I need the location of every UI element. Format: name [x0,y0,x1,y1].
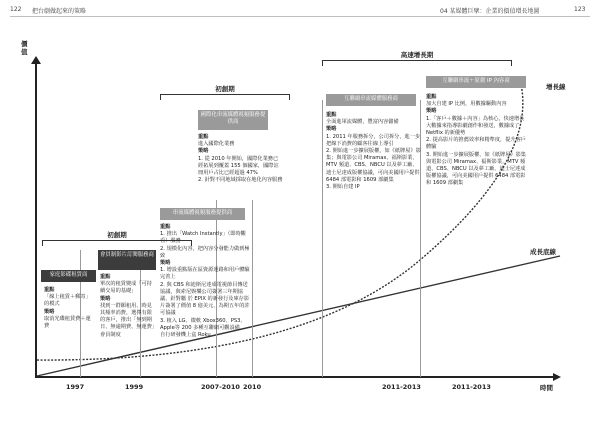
year-label: 2011-2013 [382,383,421,391]
left-running-title: 把台劇做起來的策略 [32,8,87,15]
stream-strategy-2: 2. 與 CBS 和迪斯尼達成電視節目傳送協議，與索尼娛樂公司簽署三年期協議、針對屬 於 EPIX 的新發行及庫存影片簽署了價值 8 億美元、為期五年的許可協議 [160,281,250,317]
stream-strategy-1: 1. 增設重點版在區資源運路和用戶體驗完善上 [160,267,250,281]
growth-curve-label: 增長線 [546,83,566,91]
subscription-notes [100,274,155,339]
stream-focus-2: 2. 規模化內容，把內容分發能力做到極致 [160,245,250,259]
content-box: 互聯網串流媒體服務商 [326,94,416,106]
content-strategy-2: 2. 開始進一步擴展版權，如《紙牌屋》影集；與電影公司 Miramax、福斯影業、MTV 頻道、CBS、NBCU 以及夢工廠、迪士尼達成版權協議，可向美國用戶提供 6484 部電影和 1609 部劇集 [326,148,421,183]
content-focus: 全面進軍流媒體，豐富內容儲備 [326,119,399,126]
dvd-strategy: 取消光碟租賃費＋運費 [44,315,91,330]
phase-label: 初創期 [215,85,235,93]
year-label: 1999 [125,383,144,391]
left-page-number: 122 [10,6,22,13]
ip-strategy-2: 2. 提高影片的推薦效率和精準度，提升客戶體驗 [426,137,526,151]
ip-focus: 加大自建 IP 比例，用數據驅動內容 [426,101,507,108]
content-notes [326,112,421,191]
phase-bracket [160,94,290,100]
stream-notes [160,224,250,339]
intl-focus: 進入國際化業務 [198,141,235,148]
sub-focus-heading: 重點 [100,274,111,280]
stream-focus-heading: 重點 [160,224,171,230]
ip-notes [426,94,526,188]
year-label: 2011-2013 [452,383,491,391]
y-axis-label: 價值 [21,40,28,56]
ip-strategy-heading: 策略 [426,108,437,115]
content-focus-heading: 重點 [326,112,337,118]
sub-strategy: 找到一群願租用、時見其頻率消費，選擇有限的客戶，推出「無到期日、無逾期費、無運費」會員制度 [100,302,155,338]
ip-focus-heading: 重點 [426,94,437,100]
phase-label: 初創期 [107,231,127,239]
stream-strategy-heading: 策略 [160,260,171,267]
year-label: 2010 [243,383,262,391]
stream-strategy-3: 3. 植入 LG、微軟 Xbox360、PS3、Apple等 200 多種互聯網可觀設備，自行研發機上盒 Roku [160,317,246,339]
stream-box: 串流媒體視頻服務提供商 [160,208,245,220]
intl-strategy-2: 2. 針對不同地域採取在地化內容服務 [198,177,283,184]
dvd-rental-box: 家庭影碟租賃商 [41,270,96,282]
international-notes [198,134,283,184]
subscription-box: 會員制影片訂閱服務商 [98,250,156,270]
intl-strategy-heading: 策略 [198,148,209,155]
right-running-title: 04 某媒體巨擘：企業的價值增長地圖 [440,8,540,15]
ip-box: 互聯網串流＋原創 IP 內容商 [426,76,526,88]
dvd-focus-heading: 重點 [44,287,55,293]
dvd-focus: 「線上租賃＋郵寄」的模式 [44,294,91,308]
content-strategy-1: 1. 2011 年服務拆分，公司拆分，進一步把線下消費的顧客往線上導引 [326,133,421,147]
year-gridline [322,100,323,377]
phase-label: 高速增長期 [400,51,434,59]
x-axis-label: 時間 [540,384,553,392]
ip-strategy-1: 1.「客戶＋數據＋內容」為核心，快速增長大數據來指導影劇創作和發送，數據成了 Netflix 的新優勢 [426,115,525,137]
content-strategy-heading: 策略 [326,126,337,133]
year-label: 1997 [66,383,85,391]
sub-focus: 單次的租賃變成「可持續交易的基礎」 [100,281,152,295]
year-gridline [252,200,253,377]
dvd-notes [44,287,94,330]
intl-strategy-1: 1. 從 2010 年開始，國際化業務已經拓展到覆蓋 155 個國家，國際註冊用戶占比已經超過 47% [198,155,279,177]
sub-strategy-heading: 策略 [100,295,111,302]
year-label: 2007-2010 [201,383,240,391]
stream-focus-1: 1. 推出「Watch Instantly」（即時觀看）服務 [160,231,246,245]
content-strategy-3: 3. 開始自建 IP [326,184,360,191]
mature-curve-label: 成長底線 [530,248,556,256]
phase-bracket [322,60,512,66]
international-box: 國際化串流媒體視頻服務提供商 [198,110,268,130]
right-page-number: 123 [574,6,586,13]
intl-focus-heading: 重點 [198,134,209,140]
dvd-strategy-heading: 策略 [44,308,55,315]
ip-strategy-3: 3. 開始進一步擴展版權，如《紙牌屋》影集與電影公司 Miramax、福斯影業、MTV 頻道、CBS、NBCU 以及夢工廠、迪士尼達成版權協議，可向美國用戶提供 6484 部電影和 1609 部劇集 [426,151,526,187]
